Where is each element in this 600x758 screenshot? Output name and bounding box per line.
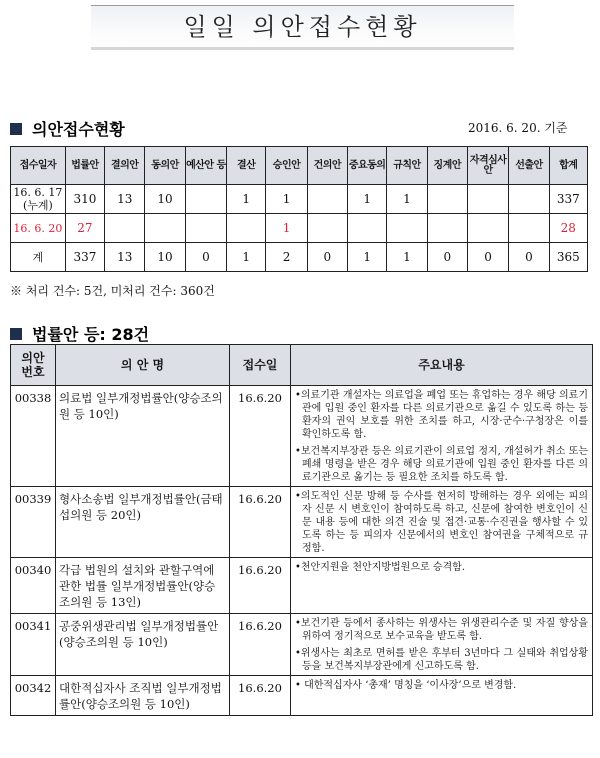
summary-cell: [307, 214, 347, 243]
table-row: [11, 614, 593, 676]
content-item: •보건기관 등에서 종사하는 위생사는 위생관리수준 및 자질 향상을 위하여 정기적으로 보수교육을 받도록 함.: [295, 618, 588, 642]
bill-date: 16.6.20: [230, 676, 291, 716]
summary-col-header: 결산: [227, 147, 266, 185]
section-header-bills: [10, 322, 149, 345]
bill-content: [291, 558, 593, 614]
table-row: [11, 558, 593, 614]
content-item: •천안지원을 천안지방법원으로 승격함.: [295, 562, 465, 573]
bill-content: [291, 386, 593, 487]
bill-date: 16.6.20: [230, 614, 291, 676]
bill-number: 00342: [11, 676, 56, 716]
summary-cell: [105, 214, 145, 243]
content-item: • 대한적십자사 ‘총재’ 명칭을 ‘이사장’으로 변경함.: [295, 680, 517, 691]
bills-table: [10, 344, 593, 716]
row-date-label: 16. 6. 20: [13, 221, 63, 235]
bill-content: [291, 614, 593, 676]
summary-cell: 1: [227, 243, 266, 272]
table-row: [11, 676, 593, 716]
bill-number: 00340: [11, 558, 56, 614]
bill-name: 각급 법원의 설치와 관할구역에 관한 법률 일부개정법률안(양승조의원 등 13인): [56, 558, 230, 614]
summary-cell: [509, 185, 549, 214]
summary-col-header: 선출안: [509, 147, 549, 185]
summary-cell: [307, 185, 347, 214]
col-header-content: 주요내용: [291, 345, 593, 386]
section-heading: 법률안 등: 28건: [32, 325, 150, 344]
bill-content: [291, 676, 593, 716]
summary-col-header: 규칙안: [387, 147, 427, 185]
summary-cell: [427, 185, 467, 214]
summary-table: [10, 146, 588, 272]
summary-row: [11, 185, 588, 214]
summary-cell: 1: [266, 214, 307, 243]
summary-cell: 1: [348, 243, 387, 272]
row-date-label: 계: [32, 250, 44, 264]
summary-cell: [227, 214, 266, 243]
summary-cell: 1: [266, 185, 307, 214]
bill-date: 16.6.20: [230, 386, 291, 487]
summary-col-header: 예산안 등: [185, 147, 226, 185]
summary-col-header: 중요동의: [348, 147, 387, 185]
summary-col-header: 합계: [549, 147, 587, 185]
summary-col-header: 승인안: [266, 147, 307, 185]
summary-row-label: [11, 185, 66, 214]
summary-cell: [509, 214, 549, 243]
bill-name: 공중위생관리법 일부개정법률안(양승조의원 등 10인): [56, 614, 230, 676]
summary-col-header: 자격심사안: [467, 147, 508, 185]
summary-cell: [387, 214, 427, 243]
col-header-number: 의안 번호: [11, 345, 56, 386]
summary-row: [11, 243, 588, 272]
summary-cell: 337: [549, 185, 587, 214]
summary-row: [11, 214, 588, 243]
base-date: 2016. 6. 20. 기준: [468, 121, 568, 135]
summary-cell: 10: [145, 185, 185, 214]
summary-cell: 28: [549, 214, 587, 243]
summary-cell: 337: [65, 243, 104, 272]
bill-date: 16.6.20: [230, 487, 291, 558]
section-heading: 의안접수현황: [32, 120, 125, 139]
bill-date: 16.6.20: [230, 558, 291, 614]
summary-cell: [185, 185, 226, 214]
square-bullet-icon: [10, 328, 22, 340]
summary-cell: 310: [65, 185, 104, 214]
summary-cell: 1: [227, 185, 266, 214]
page-title: 일일 의안접수현황: [183, 13, 422, 41]
summary-cell: 0: [427, 243, 467, 272]
summary-cell: 0: [185, 243, 226, 272]
page-title-box: [91, 5, 514, 49]
table-row: [11, 487, 593, 558]
summary-cell: [427, 214, 467, 243]
summary-cell: 1: [387, 243, 427, 272]
summary-cell: [145, 214, 185, 243]
bill-number: 00341: [11, 614, 56, 676]
summary-cell: 27: [65, 214, 104, 243]
col-header-date: 접수일: [230, 345, 291, 386]
summary-cell: [348, 214, 387, 243]
summary-col-header: 법률안: [65, 147, 104, 185]
row-date-sublabel: (누계): [22, 199, 53, 212]
summary-header-row: [11, 147, 588, 185]
table-row: [11, 386, 593, 487]
summary-cell: 0: [467, 243, 508, 272]
summary-cell: 365: [549, 243, 587, 272]
bill-number: 00338: [11, 386, 56, 487]
section-header-receipt-status: [10, 117, 125, 140]
summary-col-header: 건의안: [307, 147, 347, 185]
summary-cell: [467, 214, 508, 243]
content-item: •보건복지부장관 등은 의료기관이 의료업 정지, 개설허가 취소 또는 폐쇄 명령을 받은 경우 해당 의료기관에 입원 중인 환자를 다른 의료기관으로 옮기는 등 필요한 조치를 하도록 함.: [295, 446, 588, 483]
summary-cell: [467, 185, 508, 214]
summary-col-header: 결의안: [105, 147, 145, 185]
title-underline: [91, 47, 514, 50]
content-item: •의료기관 개설자는 의료업을 폐업 또는 휴업하는 경우 해당 의료기관에 입원 중인 환자를 다른 의료기관으로 옮길 수 있도록 하는 등 환자의 권익 보호를 위한 조치를 하고, 시장·군수·구청장은 이를 확인하도록 함.: [295, 390, 588, 440]
bill-name: 의료법 일부개정법률안(양승조의원 등 10인): [56, 386, 230, 487]
content-item: •의도적인 신문 방해 등 수사를 현저히 방해하는 경우 외에는 피의자 신문 시 변호인이 참여하도록 하고, 신문에 참여한 변호인이 신문 내용 등에 대한 의견 진술 및 접견·교통·수진권을 행사할 수 있도록 하는 등 피의자 신문에서의 변호인 참여권을 구체적으로 규정함.: [295, 491, 588, 554]
bill-content: [291, 487, 593, 558]
summary-cell: 1: [348, 185, 387, 214]
square-bullet-icon: [10, 123, 22, 135]
summary-row-label: [11, 214, 66, 243]
summary-col-header: 접수일자: [11, 147, 66, 185]
summary-cell: 10: [145, 243, 185, 272]
summary-col-header: 동의안: [145, 147, 185, 185]
summary-cell: 0: [307, 243, 347, 272]
bill-name: 형사소송법 일부개정법률안(금태섭의원 등 20인): [56, 487, 230, 558]
bill-number: 00339: [11, 487, 56, 558]
summary-col-header: 징계안: [427, 147, 467, 185]
summary-cell: 1: [387, 185, 427, 214]
summary-cell: 0: [509, 243, 549, 272]
content-item: •위생사는 최초로 면허를 받은 후부터 3년마다 그 실태와 취업상황 등을 보건복지부장관에게 신고하도록 함.: [295, 648, 588, 672]
summary-cell: [185, 214, 226, 243]
summary-cell: 13: [105, 243, 145, 272]
col-header-name: 의 안 명: [56, 345, 230, 386]
summary-cell: 2: [266, 243, 307, 272]
bills-header-row: [11, 345, 593, 386]
bill-name: 대한적십자사 조직법 일부개정법률안(양승조의원 등 10인): [56, 676, 230, 716]
processing-note: ※ 처리 건수: 5건, 미처리 건수: 360건: [10, 284, 215, 298]
row-date-label: 16. 6. 17: [13, 186, 63, 199]
summary-cell: 13: [105, 185, 145, 214]
summary-row-label: [11, 243, 66, 272]
